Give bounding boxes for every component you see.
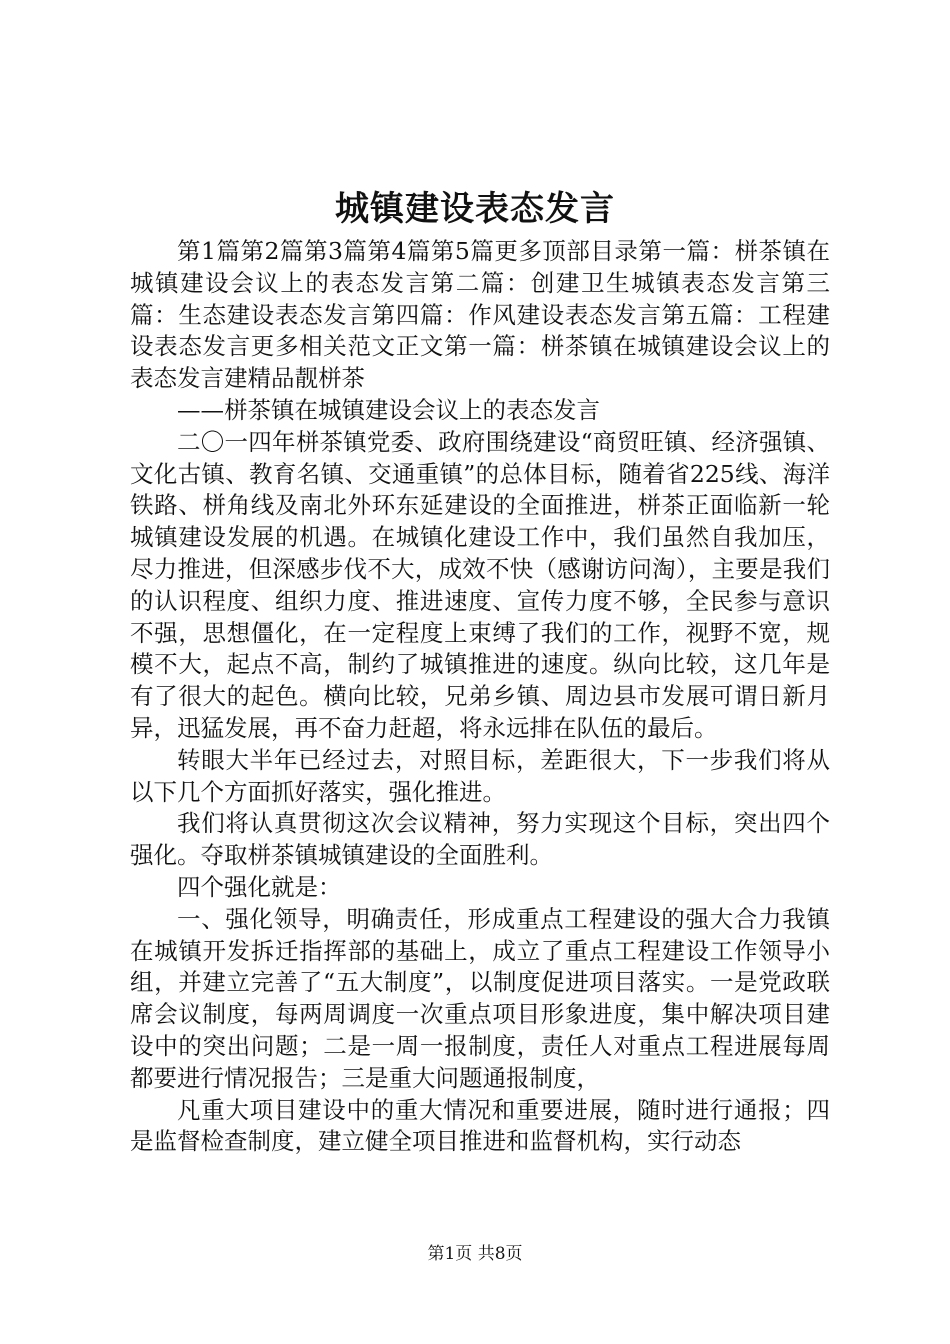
paragraph-subtitle: ——栟茶镇在城镇建设会议上的表态发言 bbox=[177, 395, 600, 424]
paragraph-table-of-contents: 第1篇第2篇第3篇第4篇第5篇更多顶部目录第一篇：栟茶镇在城镇建设会议上的表态发言第二篇：创建卫生城镇表态发言第三篇：生态建设表态发言第四篇：作风建设表态发言第五篇：工程建设表态发言更多相关范文正文第一篇：栟茶镇在城镇建设会议上的表态发言建精品靓栟茶 bbox=[130, 237, 830, 393]
paragraph-leadership: 一、强化领导，明确责任，形成重点工程建设的强大合力我镇在城镇开发拆迁指挥部的基础上，成立了重点工程建设工作领导小组，并建立完善了“五大制度”，以制度促进项目落实。一是党政联席会议制度，每两周调度一次重点项目形象进度，集中解决项目建设中的突出问题；二是一周一报制度，责任人对重点工程进展每周都要进行情况报告；三是重大问题通报制度， bbox=[130, 904, 830, 1092]
paragraph-meeting-spirit: 我们将认真贯彻这次会议精神，努力实现这个目标，突出四个强化。夺取栟茶镇城镇建设的全面胜利。 bbox=[130, 809, 830, 870]
paragraph-reporting: 凡重大项目建设中的重大情况和重要进展，随时进行通报；四是监督检查制度，建立健全项目推进和监督机构，实行动态 bbox=[130, 1095, 830, 1156]
paragraph-next-steps: 转眼大半年已经过去，对照目标，差距很大，下一步我们将从以下几个方面抓好落实，强化推进。 bbox=[130, 745, 830, 806]
document-title: 城镇建设表态发言 bbox=[335, 189, 615, 229]
paragraph-background: 二〇一四年栟茶镇党委、政府围绕建设“商贸旺镇、经济强镇、文化古镇、教育名镇、交通重镇”的总体目标，随着省225线、海洋铁路、栟角线及南北外环东延建设的全面推进，栟茶正面临新一轮城镇建设发展的机遇。在城镇化建设工作中，我们虽然自我加压，尽力推进，但深感步伐不大，成效不快（感谢访问淘），主要是我们的认识程度、组织力度、推进速度、宣传力度不够，全民参与意识不强，思想僵化，在一定程度上束缚了我们的工作，视野不宽，规模不大，起点不高，制约了城镇推进的速度。纵向比较，这几年是有了很大的起色。横向比较，兄弟乡镇、周边县市发展可谓日新月异，迅猛发展，再不奋力赶超，将永远排在队伍的最后。 bbox=[130, 427, 830, 742]
page-footer: 第1页 共8页 bbox=[427, 1244, 523, 1264]
document-body bbox=[130, 236, 830, 1158]
paragraph-four-strengthenings: 四个强化就是： bbox=[177, 872, 342, 901]
